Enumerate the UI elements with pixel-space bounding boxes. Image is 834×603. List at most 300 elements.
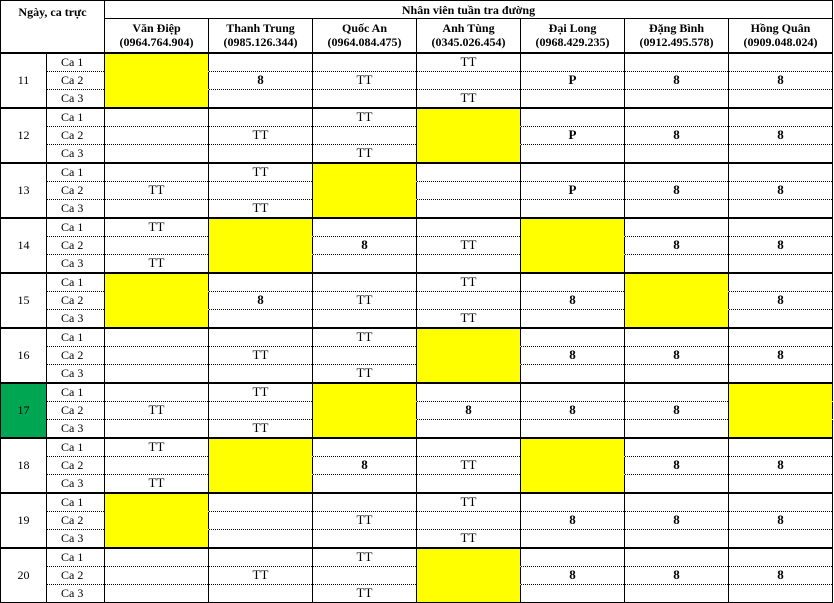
duty-cell <box>521 89 625 108</box>
off-duty-cell <box>417 328 521 347</box>
roster-header <box>1 1 833 53</box>
shift-row <box>1 548 833 567</box>
shift-label: Ca 2 <box>47 401 105 419</box>
duty-cell: 8 <box>729 456 833 474</box>
duty-cell: TT <box>209 163 313 182</box>
duty-cell <box>209 511 313 529</box>
duty-cell <box>729 199 833 218</box>
off-duty-cell <box>521 438 625 457</box>
off-duty-cell <box>417 108 521 127</box>
duty-cell <box>209 108 313 127</box>
shift-label: Ca 2 <box>47 71 105 89</box>
duty-cell <box>625 383 729 402</box>
duty-cell <box>729 53 833 72</box>
duty-cell: 8 <box>625 401 729 419</box>
duty-cell <box>625 529 729 548</box>
shift-label: Ca 1 <box>47 438 105 457</box>
duty-cell: 8 <box>729 126 833 144</box>
duty-cell <box>313 529 417 548</box>
duty-cell <box>105 199 209 218</box>
duty-cell <box>521 548 625 567</box>
duty-cell <box>209 181 313 199</box>
duty-cell: TT <box>209 126 313 144</box>
duty-cell <box>521 53 625 72</box>
duty-cell <box>313 89 417 108</box>
day-cell: 20 <box>1 548 47 603</box>
shift-label: Ca 3 <box>47 584 105 602</box>
off-duty-cell <box>521 236 625 254</box>
off-duty-cell <box>313 199 417 218</box>
duty-cell <box>209 401 313 419</box>
duty-cell <box>625 89 729 108</box>
duty-cell <box>417 163 521 182</box>
off-duty-cell <box>105 309 209 328</box>
duty-cell: 8 <box>729 71 833 89</box>
off-duty-cell <box>521 474 625 493</box>
day-cell: 12 <box>1 108 47 163</box>
staff-header <box>313 19 417 53</box>
duty-cell <box>729 474 833 493</box>
duty-cell <box>417 71 521 89</box>
duty-cell <box>521 108 625 127</box>
duty-cell <box>105 144 209 163</box>
duty-cell: TT <box>313 584 417 602</box>
shift-row <box>1 199 833 218</box>
duty-cell <box>417 254 521 273</box>
staff-phone: (0964.764.904) <box>119 35 194 50</box>
duty-cell <box>521 584 625 602</box>
duty-cell <box>105 126 209 144</box>
staff-phone: (0985.126.344) <box>223 35 298 50</box>
duty-cell <box>625 328 729 347</box>
duty-cell: TT <box>313 291 417 309</box>
staff-name: Quốc An <box>341 21 387 36</box>
shift-row <box>1 53 833 72</box>
duty-cell <box>625 364 729 383</box>
duty-cell: TT <box>313 328 417 347</box>
duty-cell <box>729 273 833 292</box>
shift-row <box>1 493 833 512</box>
duty-cell <box>729 218 833 237</box>
shift-row <box>1 254 833 273</box>
day-cell: 14 <box>1 218 47 273</box>
duty-cell <box>313 218 417 237</box>
duty-cell: TT <box>209 419 313 438</box>
duty-cell <box>209 548 313 567</box>
duty-cell: TT <box>105 218 209 237</box>
duty-cell: 8 <box>521 401 625 419</box>
shift-row <box>1 383 833 402</box>
duty-cell: 8 <box>625 456 729 474</box>
duty-cell <box>105 383 209 402</box>
shift-row <box>1 218 833 237</box>
duty-cell: TT <box>313 71 417 89</box>
duty-cell: TT <box>417 309 521 328</box>
duty-cell <box>625 493 729 512</box>
duty-cell: 8 <box>729 346 833 364</box>
duty-cell: TT <box>105 181 209 199</box>
duty-cell: 8 <box>729 511 833 529</box>
duty-cell <box>625 108 729 127</box>
duty-cell: TT <box>313 364 417 383</box>
duty-cell <box>105 108 209 127</box>
duty-cell <box>313 474 417 493</box>
staff-group-header: Nhân viên tuần tra đường <box>105 1 833 19</box>
duty-cell: 8 <box>209 71 313 89</box>
duty-cell <box>209 529 313 548</box>
duty-cell <box>729 108 833 127</box>
duty-cell <box>313 493 417 512</box>
duty-cell: 8 <box>625 511 729 529</box>
staff-header <box>729 19 833 53</box>
duty-cell <box>209 584 313 602</box>
duty-cell: TT <box>417 493 521 512</box>
off-duty-cell <box>313 181 417 199</box>
duty-cell: 8 <box>521 291 625 309</box>
duty-cell: 8 <box>521 566 625 584</box>
shift-label: Ca 1 <box>47 328 105 347</box>
shift-label: Ca 1 <box>47 53 105 72</box>
duty-cell: 8 <box>625 236 729 254</box>
off-duty-cell <box>105 71 209 89</box>
duty-cell <box>105 163 209 182</box>
shift-row <box>1 309 833 328</box>
duty-cell <box>417 474 521 493</box>
duty-cell <box>105 456 209 474</box>
duty-cell <box>521 383 625 402</box>
shift-label: Ca 2 <box>47 236 105 254</box>
shift-label: Ca 3 <box>47 254 105 273</box>
off-duty-cell <box>313 401 417 419</box>
staff-phone: (0968.429.235) <box>535 35 610 50</box>
duty-cell: P <box>521 71 625 89</box>
off-duty-cell <box>313 419 417 438</box>
off-duty-cell <box>417 548 521 567</box>
duty-cell: TT <box>209 346 313 364</box>
shift-label: Ca 3 <box>47 364 105 383</box>
shift-row <box>1 71 833 89</box>
duty-cell: 8 <box>417 401 521 419</box>
off-duty-cell <box>521 456 625 474</box>
duty-cell <box>729 328 833 347</box>
duty-cell <box>521 199 625 218</box>
duty-cell <box>105 236 209 254</box>
shift-row <box>1 328 833 347</box>
duty-cell <box>209 493 313 512</box>
duty-cell: 8 <box>313 236 417 254</box>
off-duty-cell <box>209 456 313 474</box>
shift-label: Ca 1 <box>47 218 105 237</box>
staff-header <box>209 19 313 53</box>
shift-label: Ca 3 <box>47 419 105 438</box>
off-duty-cell <box>625 291 729 309</box>
duty-cell: TT <box>105 438 209 457</box>
duty-cell: 8 <box>729 181 833 199</box>
duty-cell <box>625 144 729 163</box>
off-duty-cell <box>105 529 209 548</box>
shift-row <box>1 566 833 584</box>
duty-cell <box>417 438 521 457</box>
duty-cell <box>729 493 833 512</box>
off-duty-cell <box>625 273 729 292</box>
shift-label: Ca 2 <box>47 291 105 309</box>
duty-cell <box>521 309 625 328</box>
shift-row <box>1 108 833 127</box>
shift-row <box>1 511 833 529</box>
duty-cell <box>625 548 729 567</box>
duty-cell: TT <box>417 456 521 474</box>
staff-name: Đặng Bình <box>648 21 705 36</box>
shift-row <box>1 126 833 144</box>
duty-cell: 8 <box>521 346 625 364</box>
off-duty-cell <box>417 584 521 602</box>
off-duty-cell <box>105 291 209 309</box>
shift-row <box>1 181 833 199</box>
off-duty-cell <box>521 218 625 237</box>
duty-cell <box>521 328 625 347</box>
duty-cell <box>417 511 521 529</box>
duty-cell: TT <box>417 89 521 108</box>
off-duty-cell <box>729 401 833 419</box>
duty-cell: P <box>521 181 625 199</box>
corner-header: Ngày, ca trực <box>1 1 105 53</box>
duty-cell: 8 <box>521 511 625 529</box>
duty-cell: 8 <box>729 291 833 309</box>
shift-label: Ca 3 <box>47 309 105 328</box>
off-duty-cell <box>209 474 313 493</box>
duty-cell <box>209 53 313 72</box>
duty-cell: 8 <box>729 236 833 254</box>
shift-row <box>1 438 833 457</box>
staff-phone: (0964.084.475) <box>327 35 402 50</box>
off-duty-cell <box>105 493 209 512</box>
shift-row <box>1 474 833 493</box>
shift-label: Ca 2 <box>47 511 105 529</box>
duty-cell <box>729 438 833 457</box>
duty-cell <box>105 566 209 584</box>
duty-cell <box>417 291 521 309</box>
day-cell: 13 <box>1 163 47 218</box>
duty-cell <box>625 53 729 72</box>
shift-row <box>1 419 833 438</box>
shift-label: Ca 3 <box>47 89 105 108</box>
shift-row <box>1 364 833 383</box>
staff-name: Văn Điệp <box>132 21 181 36</box>
duty-cell <box>521 529 625 548</box>
duty-cell <box>521 419 625 438</box>
duty-cell: 8 <box>313 456 417 474</box>
off-duty-cell <box>209 254 313 273</box>
duty-cell <box>417 419 521 438</box>
shift-label: Ca 3 <box>47 529 105 548</box>
duty-cell <box>729 254 833 273</box>
duty-cell <box>625 438 729 457</box>
shift-label: Ca 1 <box>47 273 105 292</box>
duty-cell <box>729 309 833 328</box>
duty-cell <box>313 273 417 292</box>
duty-cell: 8 <box>625 71 729 89</box>
shift-row <box>1 529 833 548</box>
duty-cell <box>625 218 729 237</box>
duty-cell <box>625 584 729 602</box>
duty-cell <box>417 383 521 402</box>
shift-label: Ca 1 <box>47 493 105 512</box>
day-cell: 16 <box>1 328 47 383</box>
duty-cell <box>521 493 625 512</box>
staff-phone: (0345.026.454) <box>431 35 506 50</box>
off-duty-cell <box>729 419 833 438</box>
off-duty-cell <box>209 438 313 457</box>
duty-cell <box>417 199 521 218</box>
duty-cell: TT <box>209 199 313 218</box>
duty-cell <box>313 309 417 328</box>
duty-cell <box>625 199 729 218</box>
duty-cell <box>521 163 625 182</box>
duty-cell <box>209 273 313 292</box>
shift-label: Ca 1 <box>47 548 105 567</box>
duty-cell: TT <box>313 511 417 529</box>
shift-label: Ca 2 <box>47 566 105 584</box>
duty-cell <box>105 419 209 438</box>
duty-cell <box>313 566 417 584</box>
shift-row <box>1 456 833 474</box>
day-cell: 18 <box>1 438 47 493</box>
duty-cell <box>729 89 833 108</box>
duty-cell: 8 <box>729 566 833 584</box>
off-duty-cell <box>105 511 209 529</box>
duty-cell: TT <box>209 566 313 584</box>
shift-label: Ca 2 <box>47 126 105 144</box>
day-cell: 19 <box>1 493 47 548</box>
staff-name: Hồng Quân <box>750 21 811 36</box>
off-duty-cell <box>417 126 521 144</box>
day-cell-today: 17 <box>1 383 47 438</box>
duty-cell: TT <box>417 53 521 72</box>
duty-cell: TT <box>105 401 209 419</box>
duty-cell <box>209 364 313 383</box>
duty-cell <box>105 584 209 602</box>
duty-cell <box>313 53 417 72</box>
off-duty-cell <box>417 144 521 163</box>
staff-header <box>417 19 521 53</box>
duty-cell <box>729 163 833 182</box>
off-duty-cell <box>417 364 521 383</box>
duty-cell <box>625 163 729 182</box>
staff-name: Anh Tùng <box>442 21 495 36</box>
off-duty-cell <box>313 383 417 402</box>
shift-row <box>1 236 833 254</box>
shift-row <box>1 144 833 163</box>
off-duty-cell <box>313 163 417 182</box>
duty-cell <box>209 89 313 108</box>
duty-cell <box>209 328 313 347</box>
staff-name: Đại Long <box>548 21 597 36</box>
shift-label: Ca 3 <box>47 474 105 493</box>
off-duty-cell <box>417 566 521 584</box>
duty-cell: P <box>521 126 625 144</box>
shift-label: Ca 2 <box>47 181 105 199</box>
duty-cell: TT <box>417 529 521 548</box>
duty-cell <box>625 419 729 438</box>
duty-cell <box>313 438 417 457</box>
off-duty-cell <box>105 273 209 292</box>
staff-phone: (0912.495.578) <box>639 35 714 50</box>
duty-cell <box>209 144 313 163</box>
shift-row <box>1 401 833 419</box>
shift-row <box>1 346 833 364</box>
duty-cell <box>729 364 833 383</box>
shift-row <box>1 89 833 108</box>
duty-cell <box>105 364 209 383</box>
off-duty-cell <box>105 89 209 108</box>
shift-label: Ca 2 <box>47 346 105 364</box>
off-duty-cell <box>625 309 729 328</box>
staff-header <box>521 19 625 53</box>
staff-header <box>625 19 729 53</box>
duty-cell: 8 <box>625 181 729 199</box>
shift-label: Ca 3 <box>47 144 105 163</box>
duty-cell: TT <box>313 144 417 163</box>
off-duty-cell <box>729 383 833 402</box>
shift-label: Ca 2 <box>47 456 105 474</box>
duty-cell <box>729 529 833 548</box>
duty-cell: TT <box>313 108 417 127</box>
shift-row <box>1 163 833 182</box>
shift-label: Ca 1 <box>47 108 105 127</box>
off-duty-cell <box>521 254 625 273</box>
off-duty-cell <box>209 236 313 254</box>
duty-cell: TT <box>105 474 209 493</box>
duty-cell <box>729 144 833 163</box>
duty-cell <box>521 144 625 163</box>
duty-cell: TT <box>417 273 521 292</box>
off-duty-cell <box>105 53 209 72</box>
shift-label: Ca 1 <box>47 383 105 402</box>
shift-row <box>1 273 833 292</box>
duty-cell <box>313 346 417 364</box>
off-duty-cell <box>417 346 521 364</box>
duty-cell: TT <box>313 548 417 567</box>
duty-cell: TT <box>417 236 521 254</box>
off-duty-cell <box>209 218 313 237</box>
duty-cell <box>625 474 729 493</box>
shift-row <box>1 291 833 309</box>
duty-cell <box>209 309 313 328</box>
duty-cell <box>313 254 417 273</box>
duty-cell <box>417 218 521 237</box>
duty-cell <box>313 126 417 144</box>
duty-cell <box>105 328 209 347</box>
staff-name: Thanh Trung <box>226 21 295 36</box>
shift-label: Ca 3 <box>47 199 105 218</box>
duty-cell: 8 <box>625 126 729 144</box>
day-cell: 15 <box>1 273 47 328</box>
shift-row <box>1 584 833 602</box>
duty-cell <box>729 548 833 567</box>
duty-cell <box>521 364 625 383</box>
duty-cell: TT <box>105 254 209 273</box>
duty-cell <box>521 273 625 292</box>
duty-cell <box>625 254 729 273</box>
day-cell: 11 <box>1 53 47 108</box>
duty-cell <box>105 548 209 567</box>
staff-phone: (0909.048.024) <box>743 35 818 50</box>
shift-label: Ca 1 <box>47 163 105 182</box>
duty-cell <box>105 346 209 364</box>
duty-cell: TT <box>209 383 313 402</box>
roster-body <box>1 53 833 603</box>
duty-cell <box>417 181 521 199</box>
